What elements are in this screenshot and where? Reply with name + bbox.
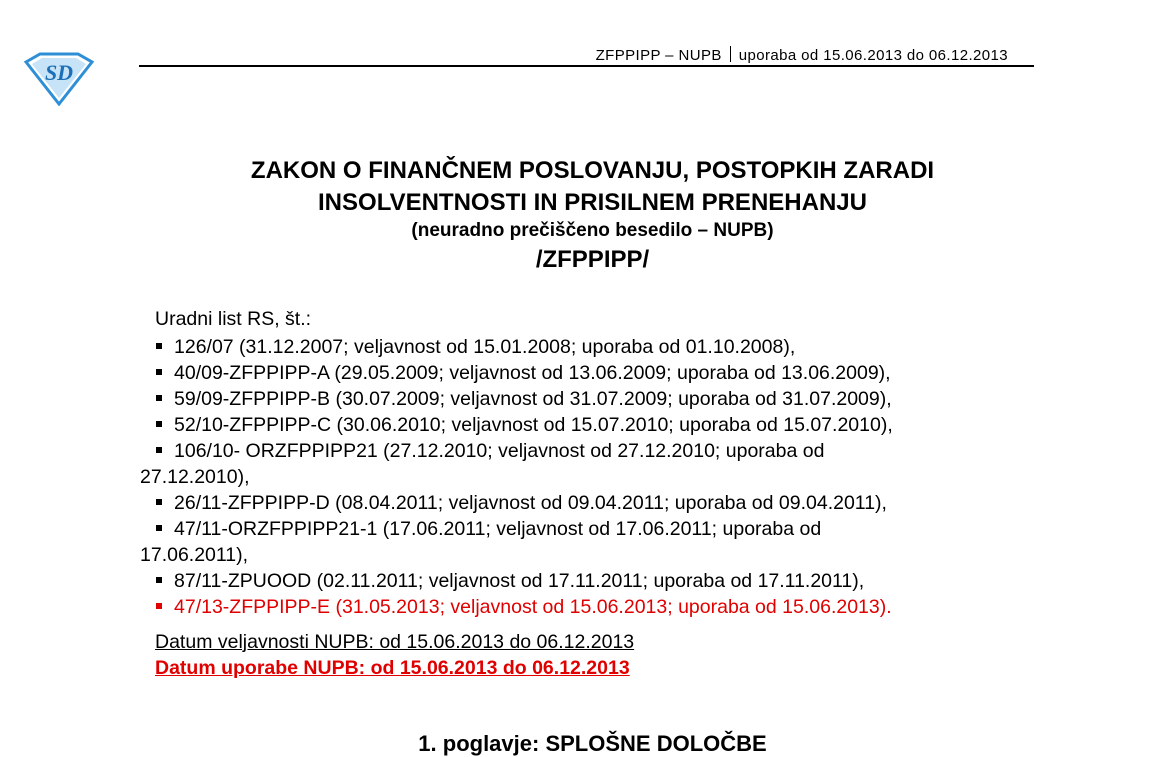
usage-date: Datum uporabe NUPB: od 15.06.2013 do 06.12.2013 [155,657,630,679]
header-separator [730,46,731,62]
bullet-icon [156,369,162,375]
gazette-item: 40/09-ZFPPIPP-A (29.05.2009; veljavnost od 13.06.2009; uporaba od 13.06.2009), [140,360,893,386]
title-line-2: INSOLVENTNOSTI IN PRISILNEM PRENEHANJU [318,189,867,216]
gazette-item: 106/10- ORZFPPIPP21 (27.12.2010; veljavnost od 27.12.2010; uporaba od 27.12.2010), [140,440,825,488]
validity-date: Datum veljavnosti NUPB: od 15.06.2013 do 06.12.2013 [155,631,635,653]
gazette-item: 47/11-ORZFPPIPP21-1 (17.06.2011; veljavnost od 17.06.2011; uporaba od 17.06.2011), [140,518,822,566]
running-header [139,45,1034,67]
gazette-item: 59/09-ZFPPIPP-B (30.07.2009; veljavnost od 31.07.2009; uporaba od 31.07.2009), [140,386,893,412]
header-usage-period: uporaba od 15.06.2013 do 06.12.2013 [738,47,1008,64]
logo-text: SD [44,60,74,85]
title-subtitle: (neuradno prečiščeno besedilo – NUPB) [411,220,774,241]
gazette-list [140,334,893,620]
chapter-heading: 1. poglavje: SPLOŠNE DOLOČBE [418,731,767,756]
gazette-item: 126/07 (31.12.2007; veljavnost od 15.01.2008; uporaba od 01.10.2008), [140,334,893,360]
bullet-icon [156,421,162,427]
title-abbreviation: /ZFPPIPP/ [535,246,650,273]
title-line-1: ZAKON O FINANČNEM POSLOVANJU, POSTOPKIH ZARADI [250,157,935,184]
gazette-label: Uradni list RS, št.: [155,308,312,330]
bullet-icon [156,525,162,531]
header-law-abbr: ZFPPIPP – NUPB [595,47,722,64]
gazette-item-latest: 47/13-ZFPPIPP-E (31.05.2013; veljavnost od 15.06.2013; uporaba od 15.06.2013). [140,594,893,620]
gazette-item: 87/11-ZPUOOD (02.11.2011; veljavnost od 17.11.2011; uporaba od 17.11.2011), [140,568,893,594]
gazette-item: 52/10-ZFPPIPP-C (30.06.2010; veljavnost od 15.07.2010; uporaba od 15.07.2010), [140,412,893,438]
bullet-icon [156,343,162,349]
bullet-icon [156,395,162,401]
bullet-icon [156,577,162,583]
gazette-item: 26/11-ZFPPIPP-D (08.04.2011; veljavnost od 09.04.2011; uporaba od 09.04.2011), [140,490,893,516]
sd-logo [22,48,96,106]
bullet-icon [156,447,162,453]
bullet-icon [156,499,162,505]
bullet-icon [156,603,162,609]
